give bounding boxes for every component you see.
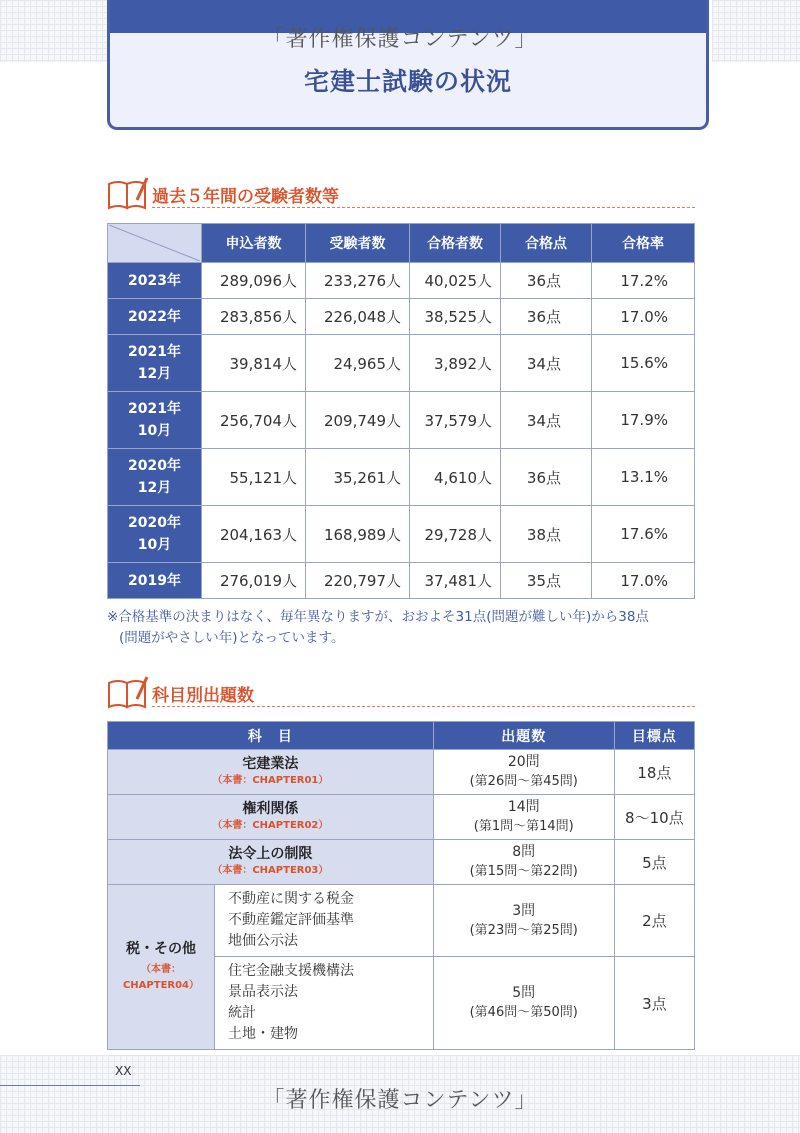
notebook-icon	[107, 176, 149, 210]
year-label: 2020年	[128, 458, 181, 474]
year-label: 2019年	[128, 572, 181, 589]
examinees-cell: 209,749人	[306, 392, 410, 449]
subject-cell	[108, 840, 434, 885]
applicants-cell: 289,096人	[202, 263, 306, 299]
question-count: 14問	[507, 799, 540, 815]
month-label: 10月	[137, 537, 172, 553]
passing-score-cell: 36点	[501, 449, 592, 506]
row-header-year	[108, 392, 202, 449]
subject-name: 税・その他	[126, 941, 196, 957]
table-header-row	[108, 722, 695, 750]
column-header: 科 目	[108, 722, 434, 750]
passing-score-cell: 34点	[501, 335, 592, 392]
chapter-ref: （本書：CHAPTER01）	[212, 775, 329, 786]
row-header-year	[108, 506, 202, 563]
table-row	[108, 885, 695, 957]
question-count: 20問	[507, 754, 540, 770]
applicants-cell: 39,814人	[202, 335, 306, 392]
watermark-bottom: 「著作権保護コンテンツ」	[262, 1088, 538, 1113]
month-label: 10月	[137, 423, 172, 439]
pass-rate-cell: 17.9%	[592, 392, 695, 449]
column-header: 合格率	[592, 224, 695, 263]
examinees-cell: 35,261人	[306, 449, 410, 506]
column-header: 目標点	[614, 722, 694, 750]
section-divider	[152, 706, 695, 707]
year-label: 2020年	[128, 515, 181, 531]
passers-cell: 4,610人	[410, 449, 501, 506]
passers-cell: 3,892人	[410, 335, 501, 392]
section-title: 過去５年間の受験者数等	[152, 187, 339, 207]
subject-name: 法令上の制限	[228, 846, 313, 862]
row-header-year	[108, 263, 202, 299]
sub-subject-list	[215, 885, 434, 957]
subject-cell	[108, 795, 434, 840]
examinees-cell: 233,276人	[306, 263, 410, 299]
passers-cell: 40,025人	[410, 263, 501, 299]
question-count-cell	[433, 885, 614, 957]
table-row	[108, 840, 695, 885]
question-count: 3問	[512, 902, 536, 919]
month-label: 12月	[137, 366, 172, 382]
applicants-cell: 204,163人	[202, 506, 306, 563]
sub-subject: 不動産鑑定評価基準	[228, 912, 354, 928]
column-header: 受験者数	[306, 224, 410, 263]
year-label: 2021年	[128, 344, 181, 360]
question-count-cell	[433, 957, 614, 1050]
table-row	[108, 506, 695, 563]
passing-score-cell: 36点	[501, 299, 592, 335]
target-score-cell: 3点	[614, 957, 694, 1050]
passing-score-cell: 38点	[501, 506, 592, 563]
row-header-year	[108, 299, 202, 335]
table-row	[108, 449, 695, 506]
passing-score-cell: 36点	[501, 263, 592, 299]
subject-cell	[108, 750, 434, 795]
passing-score-cell: 35点	[501, 563, 592, 599]
chapter-ref: （本書：CHAPTER02）	[212, 820, 329, 831]
passing-score-cell: 34点	[501, 392, 592, 449]
column-header: 合格者数	[410, 224, 501, 263]
column-header: 出題数	[433, 722, 614, 750]
question-count-cell	[433, 840, 614, 885]
subject-cell	[108, 885, 215, 1050]
sub-subject-list	[215, 957, 434, 1050]
pass-rate-cell: 17.0%	[592, 299, 695, 335]
question-range: (第46問〜第50問)	[469, 1005, 578, 1020]
table-corner	[108, 224, 202, 263]
table-row	[108, 263, 695, 299]
question-range: (第1問〜第14問)	[473, 819, 574, 834]
year-label: 2022年	[128, 308, 181, 325]
column-header: 申込者数	[202, 224, 306, 263]
question-range: (第15問〜第22問)	[469, 864, 578, 879]
page-number: XX	[115, 1064, 132, 1078]
pass-rate-cell: 13.1%	[592, 449, 695, 506]
examinees-cell: 24,965人	[306, 335, 410, 392]
table-row	[108, 750, 695, 795]
table-row	[108, 299, 695, 335]
chapter-ref: CHAPTER04）	[122, 980, 200, 991]
chapter-ref: （本書：CHAPTER03）	[212, 865, 329, 876]
passers-cell: 29,728人	[410, 506, 501, 563]
examinees-cell: 226,048人	[306, 299, 410, 335]
note-line: (問題がやさしい年)となっています。	[119, 630, 345, 646]
applicants-cell: 283,856人	[202, 299, 306, 335]
section-heading-exam-stats	[107, 176, 695, 210]
pass-rate-cell: 15.6%	[592, 335, 695, 392]
applicants-cell: 276,019人	[202, 563, 306, 599]
year-label: 2023年	[128, 272, 181, 289]
pass-rate-cell: 17.0%	[592, 563, 695, 599]
question-range: (第23問〜第25問)	[469, 922, 578, 938]
target-score-cell: 8〜10点	[614, 795, 694, 840]
year-label: 2021年	[128, 401, 181, 417]
month-label: 12月	[137, 480, 172, 496]
passing-score-note	[107, 607, 702, 649]
examinees-cell: 168,989人	[306, 506, 410, 563]
subject-questions-table	[107, 721, 695, 1050]
applicants-cell: 256,704人	[202, 392, 306, 449]
corner-diagonal	[109, 225, 200, 261]
sub-subject: 景品表示法	[228, 984, 298, 1000]
applicants-cell: 55,121人	[202, 449, 306, 506]
question-count: 5問	[512, 985, 536, 1001]
notebook-icon	[107, 675, 149, 709]
section-divider	[152, 207, 695, 208]
section-title: 科目別出題数	[152, 686, 254, 706]
page-title: 宅建士試験の状況	[303, 67, 512, 96]
question-count: 8問	[512, 844, 536, 860]
sub-subject: 住宅金融支援機構法	[228, 963, 354, 979]
row-header-year	[108, 563, 202, 599]
sub-subject: 地価公示法	[228, 933, 298, 949]
question-count-cell	[433, 795, 614, 840]
section-heading-subjects	[107, 675, 695, 709]
table-header-row	[108, 224, 695, 263]
table-row	[108, 392, 695, 449]
watermark-top: 「著作権保護コンテンツ」	[262, 27, 538, 52]
table-row	[108, 335, 695, 392]
table-row	[108, 795, 695, 840]
target-score-cell: 5点	[614, 840, 694, 885]
column-header: 合格点	[501, 224, 592, 263]
question-range: (第26問〜第45問)	[469, 774, 578, 789]
sub-subject: 不動産に関する税金	[228, 891, 354, 907]
passers-cell: 37,579人	[410, 392, 501, 449]
subject-name: 宅建業法	[242, 756, 299, 772]
sub-subject: 土地・建物	[228, 1026, 298, 1042]
pass-rate-cell: 17.6%	[592, 506, 695, 563]
row-header-year	[108, 449, 202, 506]
note-line: ※合格基準の決まりはなく、毎年異なりますが、おおよそ31点(問題が難しい年)から38点	[107, 609, 649, 625]
row-header-year	[108, 335, 202, 392]
examinees-cell: 220,797人	[306, 563, 410, 599]
subject-name: 権利関係	[242, 801, 299, 817]
exam-stats-table	[107, 223, 695, 599]
pass-rate-cell: 17.2%	[592, 263, 695, 299]
chapter-ref: （本書：	[141, 964, 181, 975]
question-count-cell	[433, 750, 614, 795]
sub-subject: 統計	[228, 1005, 256, 1021]
target-score-cell: 18点	[614, 750, 694, 795]
table-row	[108, 563, 695, 599]
passers-cell: 38,525人	[410, 299, 501, 335]
passers-cell: 37,481人	[410, 563, 501, 599]
header-box	[107, 0, 709, 130]
target-score-cell: 2点	[614, 885, 694, 957]
